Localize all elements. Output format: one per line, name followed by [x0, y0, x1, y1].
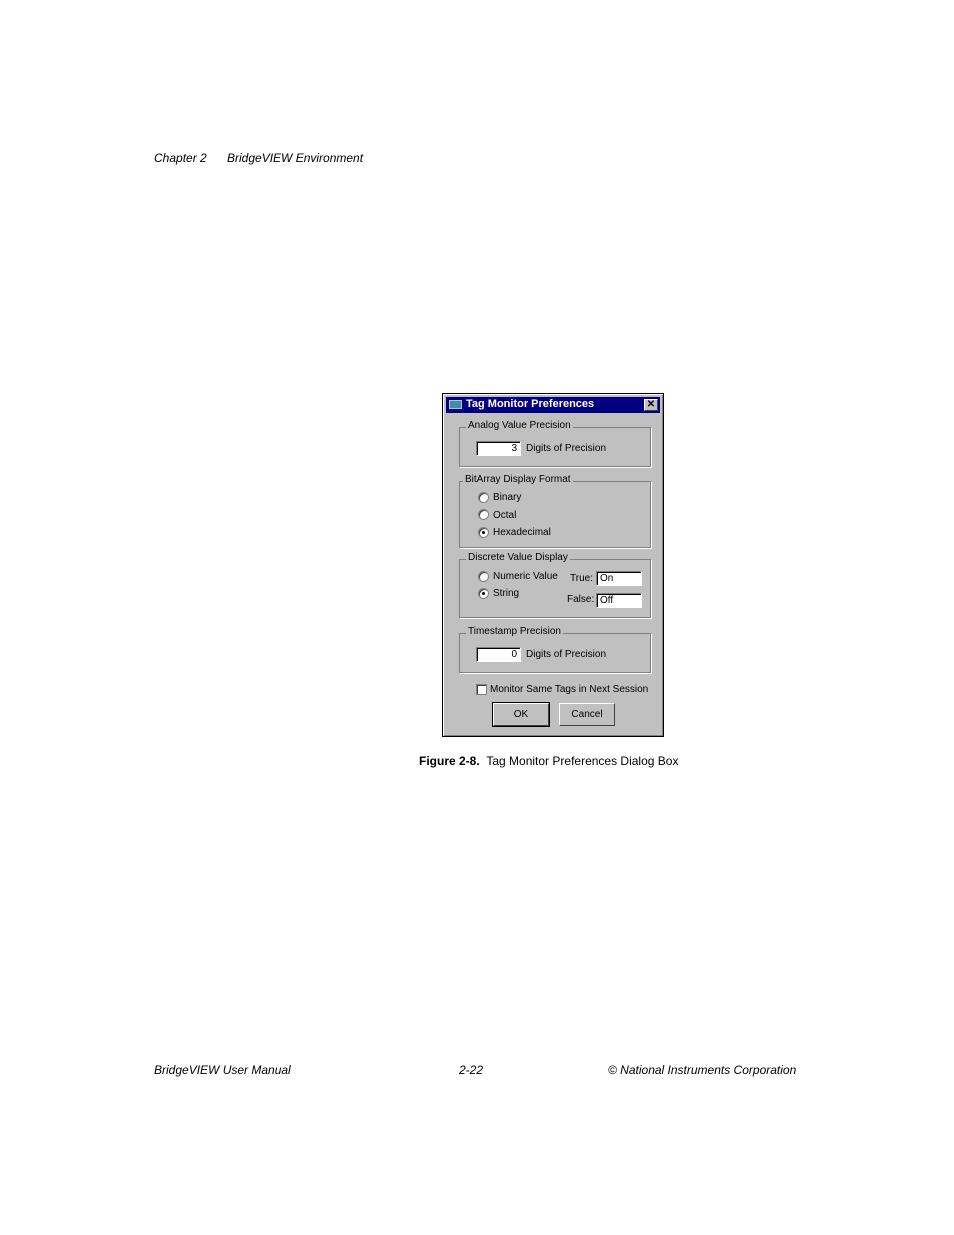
running-header-chapter: Chapter 2	[154, 151, 207, 165]
radio-selected-dot	[482, 531, 485, 534]
monitor-same-tags-label: Monitor Same Tags in Next Session	[490, 684, 649, 695]
radio-selected-dot	[482, 592, 485, 595]
cancel-button[interactable]: Cancel	[559, 703, 615, 726]
true-value-input[interactable]	[596, 571, 642, 586]
figure-number: Figure 2-8.	[419, 754, 480, 768]
analog-precision-group	[459, 420, 651, 467]
timestamp-precision-input[interactable]	[476, 647, 521, 662]
radio-octal[interactable]	[478, 509, 489, 520]
tag-monitor-preferences-dialog	[442, 393, 664, 737]
analog-precision-input[interactable]	[476, 441, 521, 456]
figure-caption	[419, 754, 678, 768]
radio-string[interactable]	[478, 588, 489, 599]
discrete-display-group	[459, 552, 651, 618]
monitor-same-tags-checkbox[interactable]	[476, 684, 487, 695]
radio-binary[interactable]	[478, 492, 489, 503]
footer-page-number: 2-22	[459, 1063, 484, 1077]
dialog-titlebar	[446, 397, 660, 413]
bitarray-format-label: BitArray Display Format	[465, 474, 571, 485]
analog-precision-suffix: Digits of Precision	[526, 443, 607, 454]
true-label: True:	[570, 573, 593, 584]
false-label: False:	[567, 594, 595, 605]
analog-precision-label: Analog Value Precision	[468, 420, 571, 431]
ok-button[interactable]: OK	[493, 703, 549, 726]
running-header-section: BridgeVIEW Environment	[227, 151, 364, 165]
option-hexadecimal-label: Hexadecimal	[493, 527, 551, 538]
dialog-title: Tag Monitor Preferences	[466, 398, 595, 410]
discrete-display-label: Discrete Value Display	[468, 552, 568, 563]
radio-numeric-value[interactable]	[478, 571, 489, 582]
option-numeric-value-label: Numeric Value	[493, 571, 558, 582]
false-value-input[interactable]	[596, 593, 642, 608]
figure-title: Tag Monitor Preferences Dialog Box	[486, 754, 679, 768]
app-icon	[449, 400, 462, 409]
bitarray-format-group	[459, 474, 651, 548]
radio-hexadecimal[interactable]	[478, 527, 489, 538]
option-string-label: String	[493, 588, 520, 599]
footer-copyright: © National Instruments Corporation	[608, 1063, 797, 1077]
footer-manual-title: BridgeVIEW User Manual	[154, 1063, 291, 1077]
timestamp-precision-suffix: Digits of Precision	[526, 649, 607, 660]
timestamp-precision-label: Timestamp Precision	[468, 626, 561, 637]
option-binary-label: Binary	[493, 492, 522, 503]
timestamp-precision-group	[459, 626, 651, 673]
option-octal-label: Octal	[493, 510, 517, 521]
close-icon[interactable]: ✕	[644, 399, 658, 411]
